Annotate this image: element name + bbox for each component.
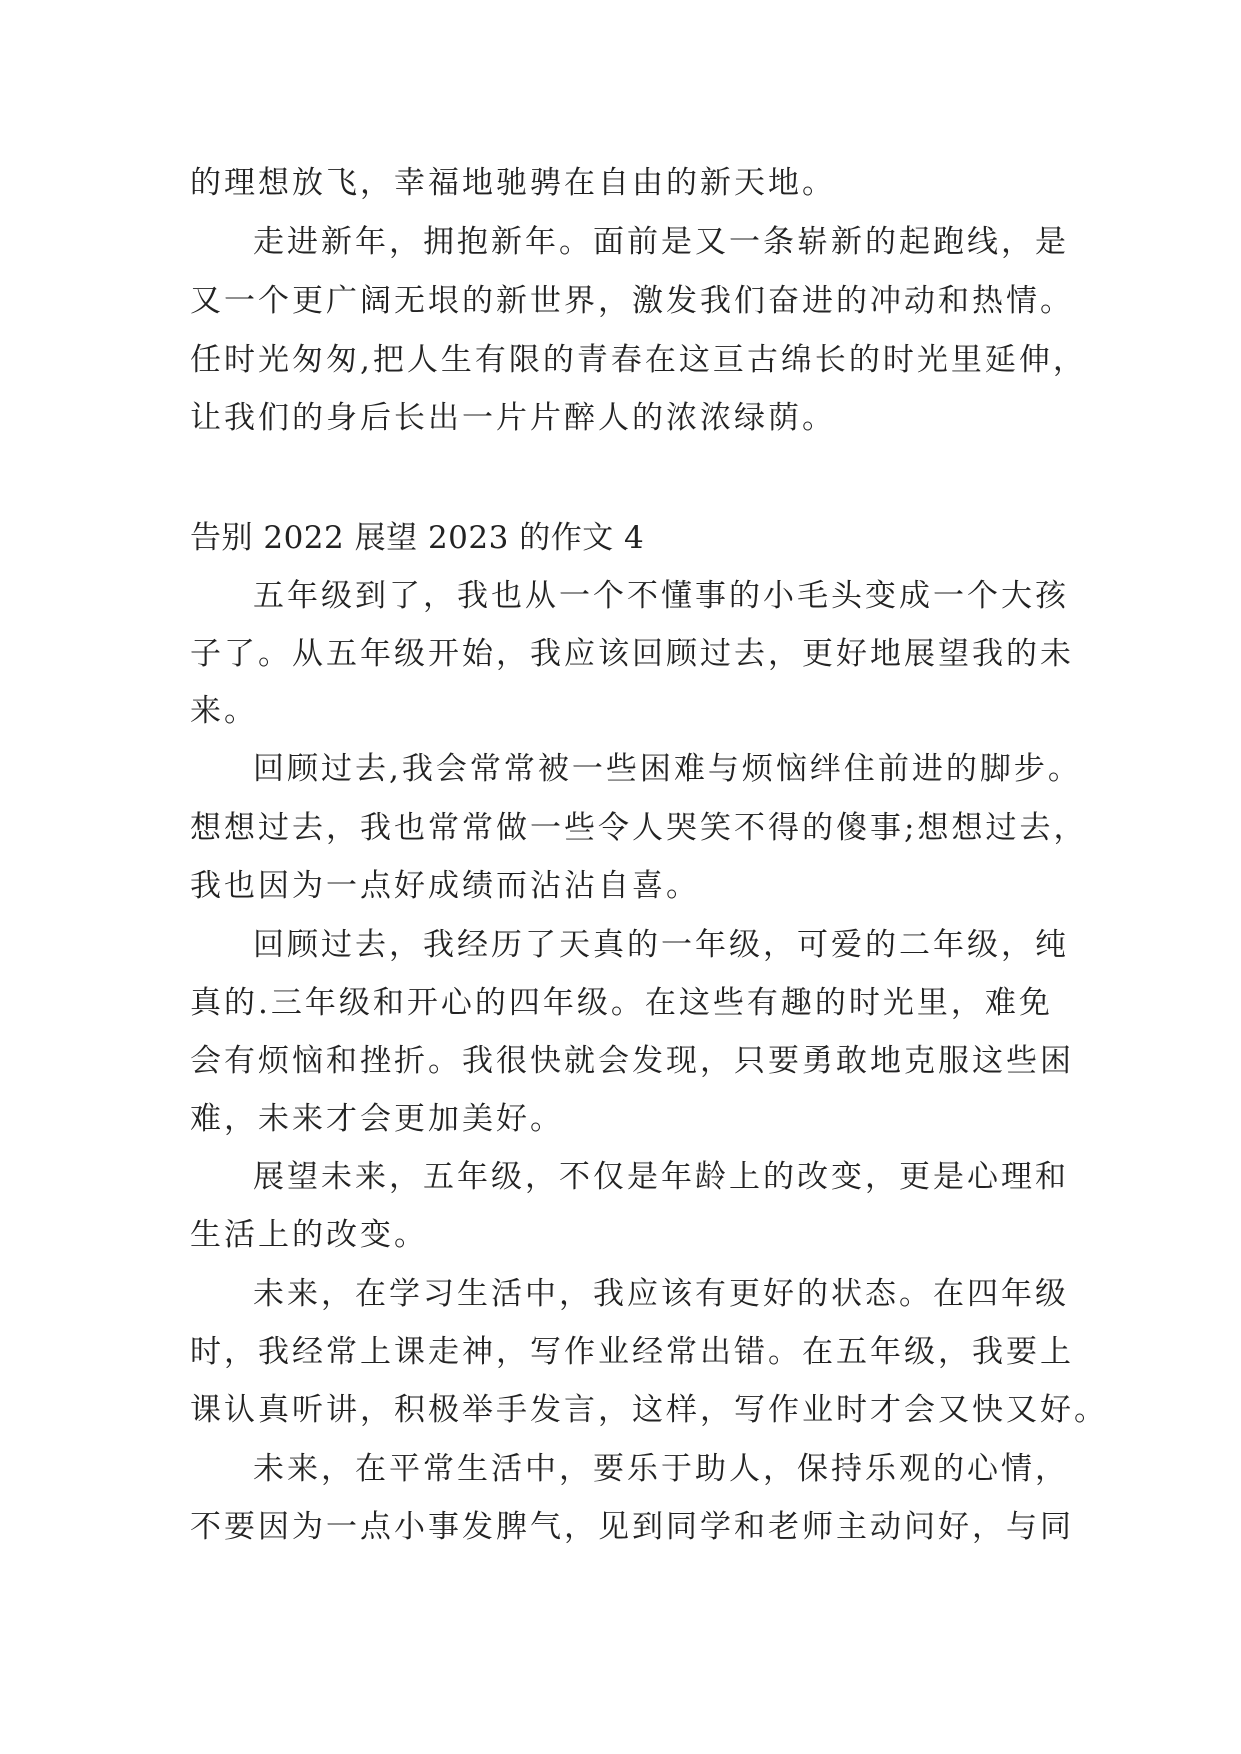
text-line: 我也因为一点好成绩而沾沾自喜。 xyxy=(190,868,700,904)
paragraph-start: 未来，在平常生活中，要乐于助人，保持乐观的心情， xyxy=(253,1451,1069,1487)
text-line: 让我们的身后长出一片片醉人的浓浓绿荫。 xyxy=(190,400,836,436)
paragraph-start: 未来，在学习生活中，我应该有更好的状态。在四年级 xyxy=(253,1276,1069,1312)
text-line: 会有烦恼和挫折。我很快就会发现，只要勇敢地克服这些困 xyxy=(190,1043,1074,1079)
text-line: 子了。从五年级开始，我应该回顾过去，更好地展望我的未 xyxy=(190,636,1074,672)
text-line: 生活上的改变。 xyxy=(190,1217,428,1253)
text-line: 课认真听讲，积极举手发言，这样，写作业时才会又快又好。 xyxy=(190,1392,1108,1428)
text-line: 真的.三年级和开心的四年级。在这些有趣的时光里，难免 xyxy=(190,985,1053,1021)
paragraph-start: 走进新年，拥抱新年。面前是又一条崭新的起跑线，是 xyxy=(253,224,1069,260)
text-line: 不要因为一点小事发脾气，见到同学和老师主动问好，与同 xyxy=(190,1509,1074,1545)
text-line: 的理想放飞，幸福地驰骋在自由的新天地。 xyxy=(190,165,836,201)
text-line: 时，我经常上课走神，写作业经常出错。在五年级，我要上 xyxy=(190,1334,1074,1370)
text-line: 想想过去，我也常常做一些令人哭笑不得的傻事;想想过去， xyxy=(190,810,1088,846)
section-heading: 告别 2022 展望 2023 的作文 4 xyxy=(190,520,645,556)
paragraph-start: 五年级到了，我也从一个不懂事的小毛头变成一个大孩 xyxy=(253,578,1069,614)
paragraph-start: 回顾过去,我会常常被一些困难与烦恼绊住前进的脚步。 xyxy=(253,751,1082,787)
text-line: 任时光匆匆,把人生有限的青春在这亘古绵长的时光里延伸， xyxy=(190,342,1087,378)
text-line: 难，未来才会更加美好。 xyxy=(190,1101,564,1137)
paragraph-start: 回顾过去，我经历了天真的一年级，可爱的二年级，纯 xyxy=(253,927,1069,963)
text-line: 来。 xyxy=(190,693,258,729)
text-line: 又一个更广阔无垠的新世界，激发我们奋进的冲动和热情。 xyxy=(190,283,1074,319)
paragraph-start: 展望未来，五年级，不仅是年龄上的改变，更是心理和 xyxy=(253,1159,1069,1195)
